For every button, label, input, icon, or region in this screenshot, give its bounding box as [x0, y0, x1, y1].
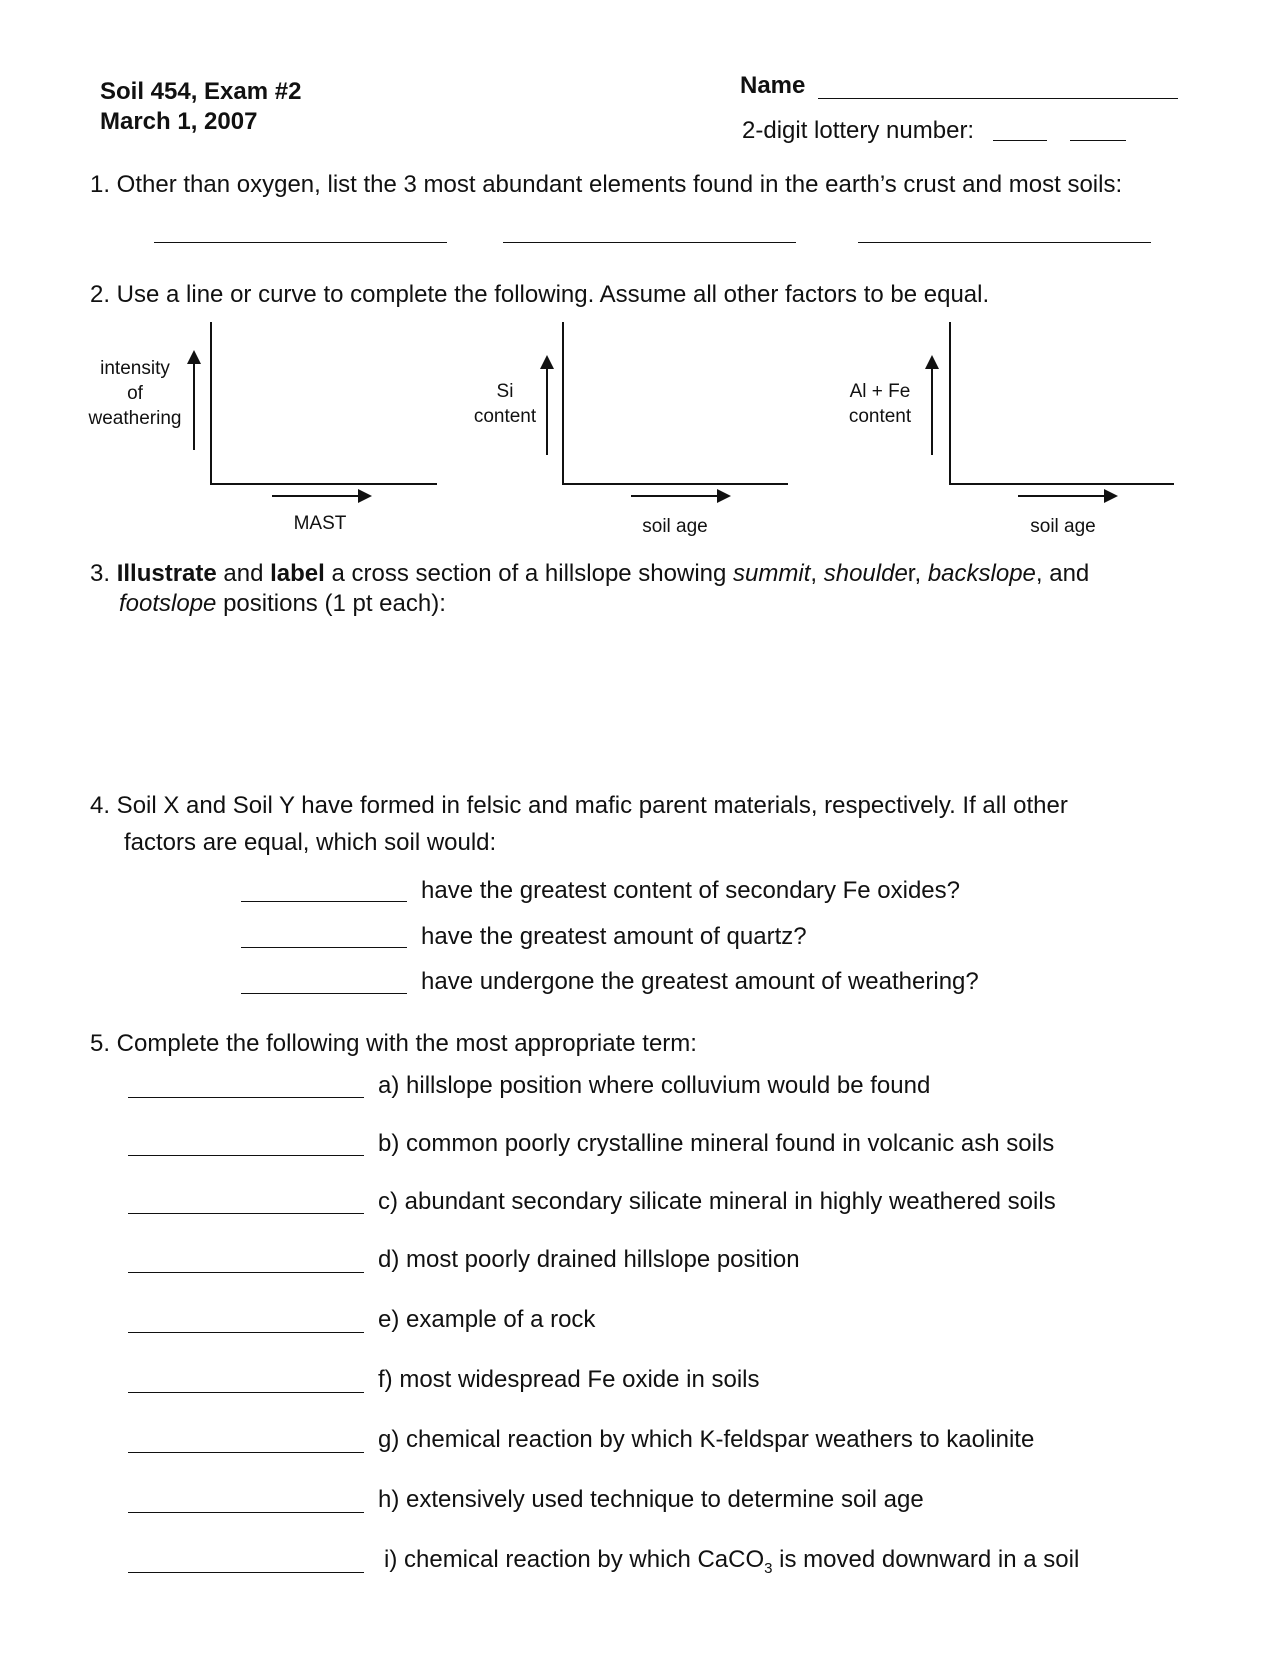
q5-item-b: b) common poorly crystalline mineral found in volcanic ash soils: [378, 1130, 1055, 1157]
graph-3-y-label: Al + Fe content: [848, 381, 912, 427]
graph-1-x-label: MAST: [293, 513, 347, 534]
q5-item-a: a) hillslope position where colluvium would be found: [378, 1072, 931, 1099]
q4-item-1: have the greatest content of secondary Fe oxides?: [421, 877, 961, 904]
q3-drawing-area[interactable]: [90, 628, 1180, 778]
graph-2-y-label: Si content: [473, 381, 537, 427]
name-label: Name: [740, 72, 806, 99]
question-5-text: 5. Complete the following with the most appropriate term:: [90, 1030, 697, 1057]
q5-answer-field-i[interactable]: [128, 1572, 364, 1573]
graph-3-drawing-area[interactable]: [951, 322, 1174, 483]
q5-answer-field-c[interactable]: [128, 1213, 364, 1214]
q1-answer-field-3[interactable]: [858, 242, 1151, 243]
q4-item-3: have undergone the greatest amount of weathering?: [421, 968, 979, 995]
q5-item-c: c) abundant secondary silicate mineral in highly weathered soils: [378, 1188, 1056, 1215]
graph-3-x-arrow: [1018, 488, 1118, 504]
q1-answer-field-1[interactable]: [154, 242, 447, 243]
q5-answer-field-g[interactable]: [128, 1452, 364, 1453]
q5-answer-field-f[interactable]: [128, 1392, 364, 1393]
q4-answer-field-2[interactable]: [241, 947, 407, 948]
q5-item-e: e) example of a rock: [378, 1306, 596, 1333]
graph-1-y-label: intensity of weathering: [88, 358, 182, 429]
graph-2-x-axis: [562, 483, 788, 485]
question-4-text: 4. Soil X and Soil Y have formed in felsic and mafic parent materials, respectively. If all other: [90, 792, 1068, 819]
graph-3-y-arrow: [924, 355, 940, 455]
q5-item-f: f) most widespread Fe oxide in soils: [378, 1366, 760, 1393]
question-1-text: 1. Other than oxygen, list the 3 most abundant elements found in the earth’s crust and most soils:: [90, 171, 1123, 198]
graph-3-x-label: soil age: [1030, 516, 1096, 537]
graph-2-x-label: soil age: [642, 516, 708, 537]
q4-item-2: have the greatest amount of quartz?: [421, 923, 807, 950]
graph-2-drawing-area[interactable]: [564, 322, 788, 483]
graph-1-y-arrow: [186, 350, 202, 450]
graph-2-x-arrow: [631, 488, 731, 504]
graph-1-x-axis: [210, 483, 437, 485]
graph-3-x-axis: [949, 483, 1174, 485]
q5-item-h: h) extensively used technique to determine soil age: [378, 1486, 924, 1513]
q5-answer-field-a[interactable]: [128, 1097, 364, 1098]
q5-item-g: g) chemical reaction by which K-feldspar weathers to kaolinite: [378, 1426, 1035, 1453]
q4-answer-field-3[interactable]: [241, 993, 407, 994]
question-2-text: 2. Use a line or curve to complete the following. Assume all other factors to be equal.: [90, 281, 990, 308]
question-4-text-line-2: factors are equal, which soil would:: [124, 829, 497, 856]
q5-answer-field-h[interactable]: [128, 1512, 364, 1513]
name-field[interactable]: [818, 98, 1178, 99]
q5-item-i: i) chemical reaction by which CaCO$_3$ is moved downward in a soil: [384, 1546, 1080, 1577]
lottery-digit-2-field[interactable]: [1070, 140, 1126, 141]
q4-answer-field-1[interactable]: [241, 901, 407, 902]
graph-1-x-arrow: [272, 488, 372, 504]
q5-item-d: d) most poorly drained hillslope position: [378, 1246, 800, 1273]
course-title: Soil 454, Exam #2: [100, 78, 302, 105]
q5-answer-field-d[interactable]: [128, 1272, 364, 1273]
q5-answer-field-e[interactable]: [128, 1332, 364, 1333]
question-3-text: 3. Illustrate and label a cross section of a hillslope showing summit, shoulder, backslope, and: [90, 560, 1090, 587]
q1-answer-field-2[interactable]: [503, 242, 796, 243]
question-3-text-line-2: footslope positions (1 pt each):: [119, 590, 446, 617]
lottery-label: 2-digit lottery number:: [742, 117, 975, 144]
lottery-digit-1-field[interactable]: [993, 140, 1047, 141]
graph-2-y-arrow: [539, 355, 555, 455]
q5-answer-field-b[interactable]: [128, 1155, 364, 1156]
graph-1-drawing-area[interactable]: [212, 322, 437, 483]
exam-date: March 1, 2007: [100, 108, 258, 135]
